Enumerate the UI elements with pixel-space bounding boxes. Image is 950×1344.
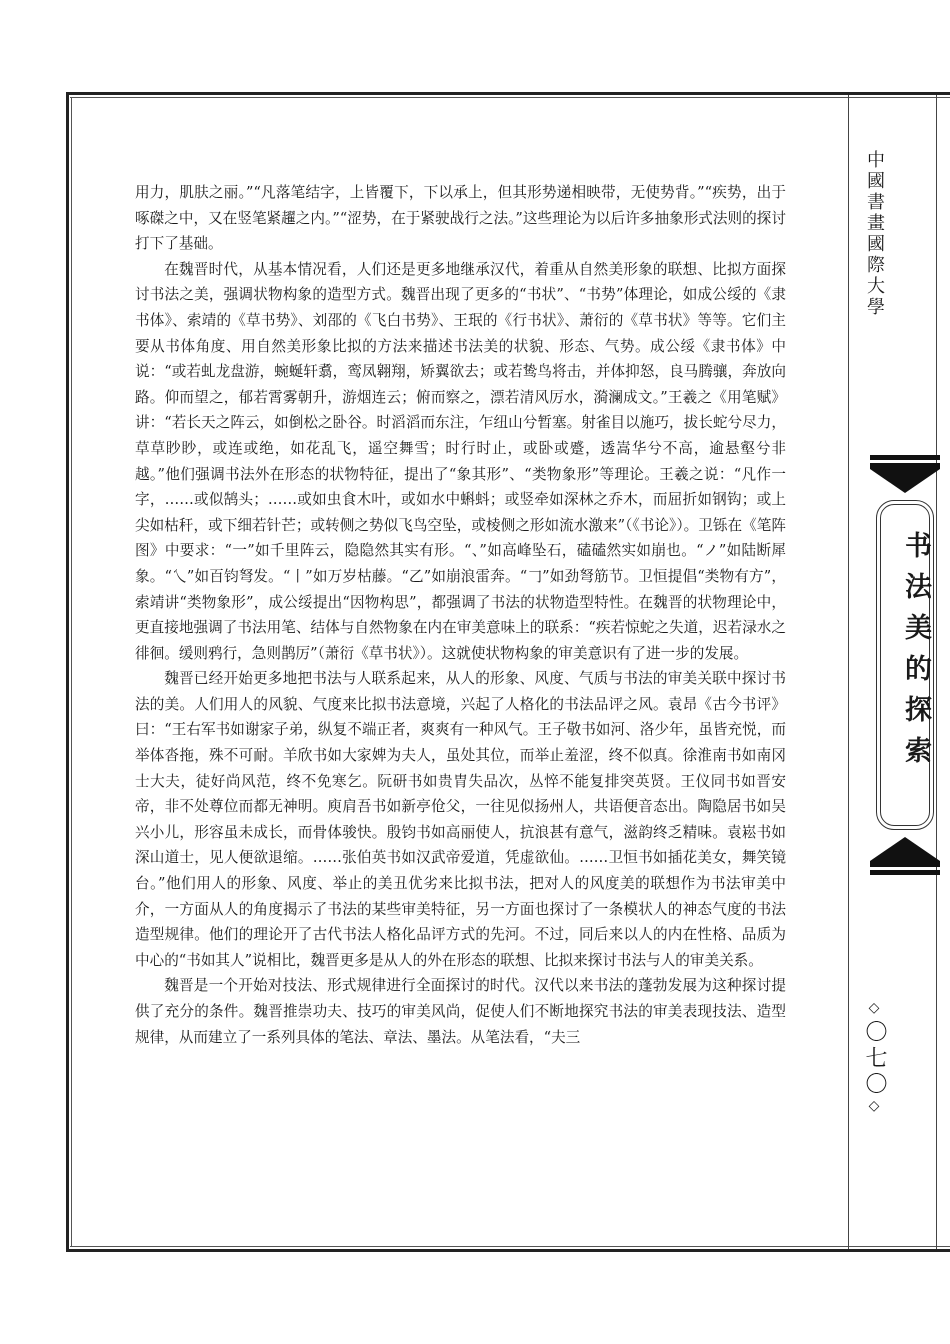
diamond-icon: ◇: [866, 1098, 882, 1118]
title-panel: [876, 500, 934, 830]
book-title: 书法美的探索: [900, 531, 931, 777]
frame-inner-left-rule: [71, 97, 72, 1247]
title-top-bar: [870, 455, 940, 460]
paragraph: 在魏晋时代，从基本情况看，人们还是更多地继承汉代，着重从自然美形象的联想、比拟方面探讨书法之美，强调状物构象的造型方式。魏晋出现了更多的“书状”、“书势”体理论，如成公绥的《隶书体》、索靖的《草书势》、刘邵的《飞白书势》、王珉的《行书状》、萧衍的《草书状》等等。它们主要从书体角度、用自然美形象比拟的方法来描述书法美的状貌、形态、气势。成公绥《隶书体》中说：“或若虬龙盘游，蜿蜒轩翥，鸾凤翱翔，矫翼欲去；或若鸷鸟将击，并体抑怒，良马腾骧，奔放向路。仰而望之，郁若霄雾朝升，游烟连云；俯而察之，漂若清风厉水，漪澜成文。”王羲之《用笔赋》讲：“若长天之阵云，如倒松之卧谷。时滔滔而东注，乍纽山兮暂塞。射雀目以施巧，拔长蛇兮尽力，草草眇眇，或连或绝，如花乱飞，遥空舞雪；时行时止，或卧或蹙，透嵩华兮不高，逾悬壑兮非越。”他们强调书法外在形态的状物特征，提出了“象其形”、“类物象形”等理论。王羲之说：“凡作一字，……或似鹄头；……或如虫食木叶，或如水中蝌蚪；或竖牵如深林之乔木，而屈折如钢钩；或上尖如枯秆，或下细若针芒；或转侧之势似飞鸟空坠，或棱侧之形如流水激来”（《书论》）。卫铄在《笔阵图》中要求：“一”如千里阵云，隐隐然其实有形。“、”如高峰坠石，磕磕然实如崩也。“ノ”如陆断犀象。“乀”如百钧弩发。“丨”如万岁枯藤。“乙”如崩浪雷奔。“𠃌”如劲弩筋节。卫恒提倡“类物有方”，索靖讲“类物象形”，成公绥提出“因物构思”，都强调了书法的状物造型特性。在魏晋的状物理论中，更直接地强调了书法用笔、结体与自然物象在内在审美意味上的联系：“疾若惊蛇之失道，迟若渌水之徘徊。缓则鸦行，急则鹊厉”（萧衍《草书状》）。这就使状物构象的审美意识有了进一步的发展。: [135, 260, 786, 662]
paragraph: 魏晋已经开始更多地把书法与人联系起来，从人的形象、风度、气质与书法的审美关联中探讨书法的美。人们用人的风貌、气度来比拟书法意境，兴起了人格化的书法品评之风。袁昂《古今书评》曰：“王右军书如谢家子弟，纵复不端正者，爽爽有一种风气。王子敬书如河、洛少年，虽皆充悦，而举体沓拖，殊不可耐。羊欣书如大家婢为夫人，虽处其位，而举止羞涩，终不似真。徐淮南书如南冈士大夫，徒好尚风范，终不免寒乞。阮研书如贵胄失品次，丛悴不能复排突英贤。王仪同书如晋安帝，非不处尊位而都无神明。庾肩吾书如新亭伧父，一往见似扬州人，共语便音态出。陶隐居书如吴兴小儿，形容虽未成长，而骨体骏快。殷钧书如高丽使人，抗浪甚有意气，滋韵终乏精味。袁崧书如深山道士，见人便欲退缩。……张伯英书如汉武帝爱道，凭虚欲仙。……卫恒书如插花美女，舞笑镜台。”他们用人的形象、风度、举止的美丑优劣来比拟书法，把对人的风度美的联想作为书法审美中介，一方面从人的角度揭示了书法的某些审美特征，另一方面也探讨了一条模状人的神态气度的书法造型规律。他们的理论开了古代书法人格化品评方式的先河。不过，同后来以人的内在性格、品质为中心的“书如其人”说相比，魏晋更多是从人的外在形态的联想、比拟来探讨书法与人的审美关系。: [135, 670, 786, 969]
page-number-value: 〇七〇: [862, 1020, 887, 1098]
title-bottom-bar: [870, 870, 940, 875]
diamond-icon: ◇: [866, 1000, 882, 1020]
frame-inner-top-rule: [70, 97, 950, 98]
page-number: [860, 1000, 888, 1118]
book-title-box: [870, 455, 940, 875]
title-top-ornament: [870, 463, 940, 493]
paragraph: 魏晋是一个开始对技法、形式规律进行全面探讨的时代。汉代以来书法的蓬勃发展为这种探讨提供了充分的条件。魏晋推崇功夫、技巧的审美风尚，促使人们不断地探究书法的审美表现技法、造型规律，从而建立了一系列具体的笔法、章法、墨法。从笔法看，“夫三: [135, 977, 786, 1046]
sidebar-rule-left: [848, 95, 849, 1249]
title-bottom-ornament: [870, 837, 940, 867]
frame-inner-bottom-rule: [70, 1246, 950, 1247]
university-name: 中國書畫國際大學: [864, 150, 885, 318]
paragraph: 用力，肌肤之丽。”“凡落笔结字，上皆覆下，下以承上，但其形势递相映带，无使势背。”“疾势，出于啄磔之中，又在竖笔紧趯之内。”“涩势，在于紧驶战行之法。”这些理论为以后许多抽象形式法则的探讨打下了基础。: [135, 184, 786, 253]
body-text: [135, 180, 786, 1050]
